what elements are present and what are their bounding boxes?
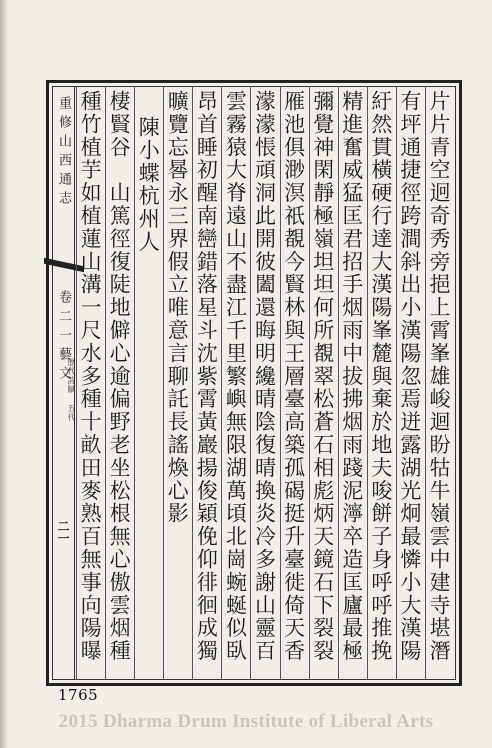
text-column: 紆然貫橫硬行達大漢陽峯麓與棄於地夫唆餅子身呼呼推挽 (367, 86, 396, 680)
author-line: 陳小蝶杭州人 (134, 86, 163, 680)
text-column: 種竹植芋如植蓮山溝一尺水多種十畝田麥熟百無事向陽曝 (76, 86, 105, 680)
text-column: 曠覽忘晷永三界假立唯意言聊託長謠煥心影 (163, 86, 192, 680)
banxin-volume: 卷二一藝文 (56, 290, 71, 385)
banxin-page-mark: 二一 (56, 520, 70, 544)
watermark: 2015 Dharma Drum Institute of Liberal Arts (58, 711, 434, 732)
page-number: 1765 (58, 686, 99, 704)
poem-title-column: 棲賢谷 山篤徑復陡地僻心逾偏野老坐松根無心傲雲烟種 (105, 86, 134, 680)
text-columns (76, 86, 454, 680)
binding-shadow (0, 0, 8, 748)
text-column: 雲霧猿大脊遠山不盡江千里繁嶼無限湖萬頃北崗蜿蜒似臥 (221, 86, 250, 680)
text-column: 濛濛悵頑洞此開彼闔還晦明纔晴陰復晴換炎冷多謝山靈百 (250, 86, 279, 680)
banxin-section: 歷代詩賦 五代 (67, 358, 76, 422)
text-column: 昂首睡初醒南巒錯落星斗沈紫霄黃巖揚俊穎俛仰徘徊成獨 (192, 86, 221, 680)
text-column: 片片青空迥奇秀旁挹上霄峯雄峻迴盼牯牛嶺雲中建寺堪潛 (425, 86, 454, 680)
text-column: 有坪通捷徑跨澗斜出小漢陽忽焉迸露湖光炯最憐小大漢陽 (396, 86, 425, 680)
banxin-title: 重修山西通志 (56, 96, 71, 210)
text-column: 精進奮威猛匡君招手烟雨中拔拂烟雨踐泥濘卒造匡廬最極 (338, 86, 367, 680)
text-column: 彌覺神閑靜極嶺坦坦何所覩翠松蒼石相彪炳天鏡石下裂裂 (309, 86, 338, 680)
text-column: 雁池俱渺溟祇覩今賢林與王層臺高築孤碣挺升臺徙倚天香 (280, 86, 309, 680)
